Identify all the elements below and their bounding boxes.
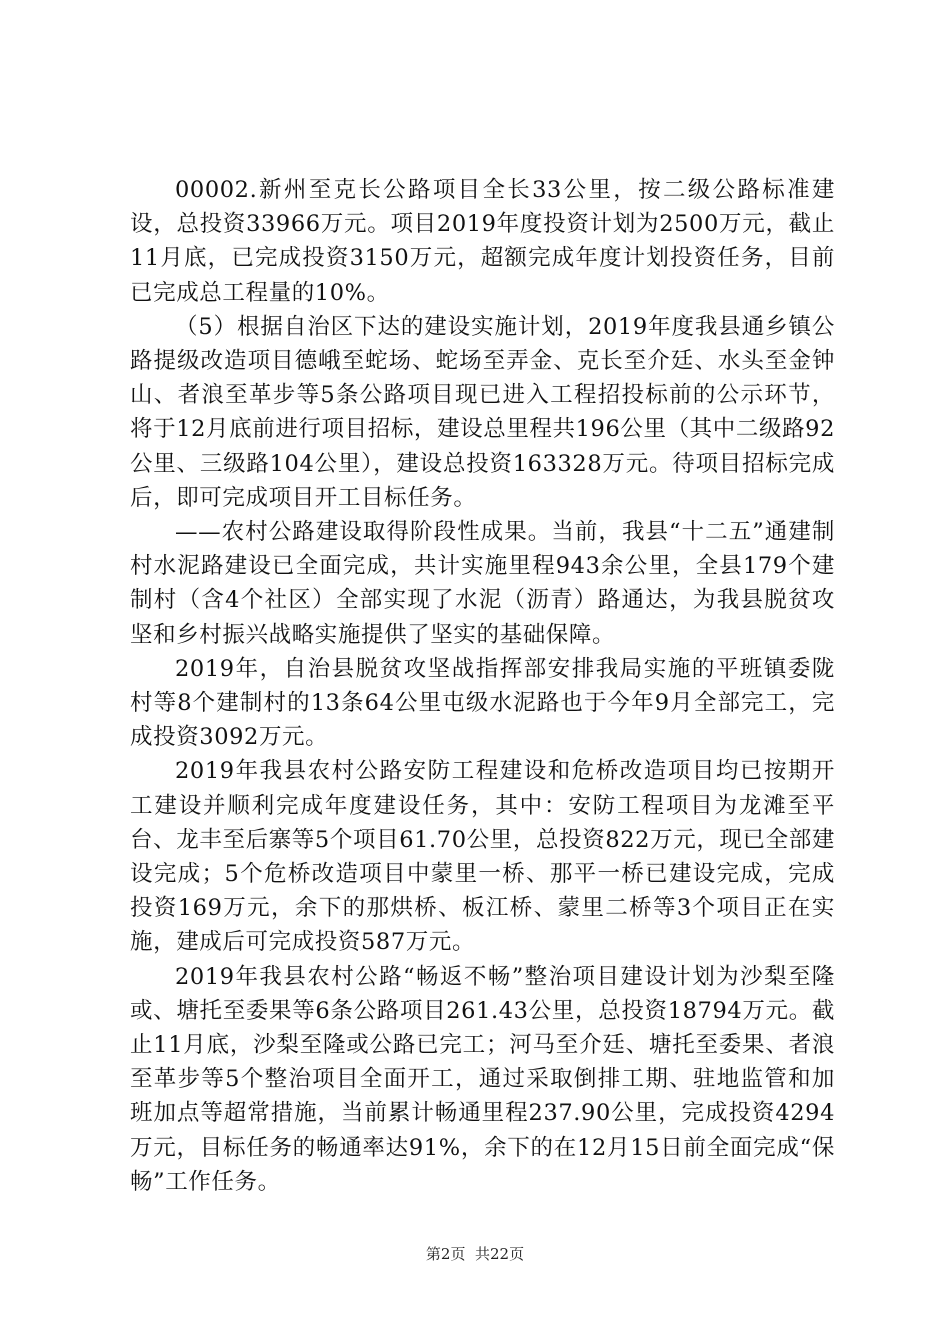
paragraph-rural-roads-results: ——农村公路建设取得阶段性成果。当前，我县“十二五”通建制村水泥路建设已全面完成，共计实施里程943余公里，全县179个建制村（含4个社区）全部实现了水泥（沥青）路通达，为我县脱贫攻坚和乡村振兴战略实施提供了坚实的基础保障。 — [130, 519, 835, 648]
paragraph-project-xinzhou: 00002.新州至克长公路项目全长33公里，按二级公路标准建设，总投资33966万元。项目2019年度投资计划为2500万元，截止11月底，已完成投资3150万元，超额完成年度计划投资任务，目前已完成总工程量的10%。 — [130, 177, 835, 306]
paragraph-township-roads: （5）根据自治区下达的建设实施计划，2019年度我县通乡镇公路提级改造项目德峨至蛇场、蛇场至弄金、克长至介廷、水头至金钟山、者浪至革步等5条公路项目现已进入工程招投标前的公示环节，将于12月底前进行项目招标，建设总里程共196公里（其中二级路92公里、三级路104公里），建设总投资163328万元。待项目招标完成后，即可完成项目开工目标任务。 — [130, 313, 836, 511]
document-body — [130, 173, 835, 1199]
paragraph-village-cement-roads: 2019年，自治县脱贫攻坚战指挥部安排我局实施的平班镇委陇村等8个建制村的13条64公里屯级水泥路也于今年9月全部完工，完成投资3092万元。 — [130, 655, 835, 751]
paragraph-safety-bridges: 2019年我县农村公路安防工程建设和危桥改造项目均已按期开工建设并顺利完成年度建设任务，其中：安防工程项目为龙滩至平台、龙丰至后寨等5个项目61.70公里，总投资822万元，现已全部建设完成；5个危桥改造项目中蒙里一桥、那平一桥已建设完成，完成投资169万元，余下的那烘桥、板江桥、蒙里二桥等3个项目正在实施，建成后可完成投资587万元。 — [130, 758, 835, 956]
paragraph-road-rectification: 2019年我县农村公路“畅返不畅”整治项目建设计划为沙梨至隆或、塘托至委果等6条公路项目261.43公里，总投资18794万元。截止11月底，沙梨至隆或公路已完工；河马至介廷、塘托至委果、者浪至革步等5个整治项目全面开工，通过采取倒排工期、驻地监管和加班加点等超常措施，当前累计畅通里程237.90公里，完成投资4294万元，目标任务的畅通率达91%，余下的在12月15日前全面完成“保畅”工作任务。 — [130, 963, 835, 1195]
page-footer — [0, 1244, 950, 1264]
page-total: 共22页 — [475, 1245, 525, 1263]
footer-separator — [465, 1245, 475, 1263]
page-number: 第2页 — [425, 1245, 466, 1263]
